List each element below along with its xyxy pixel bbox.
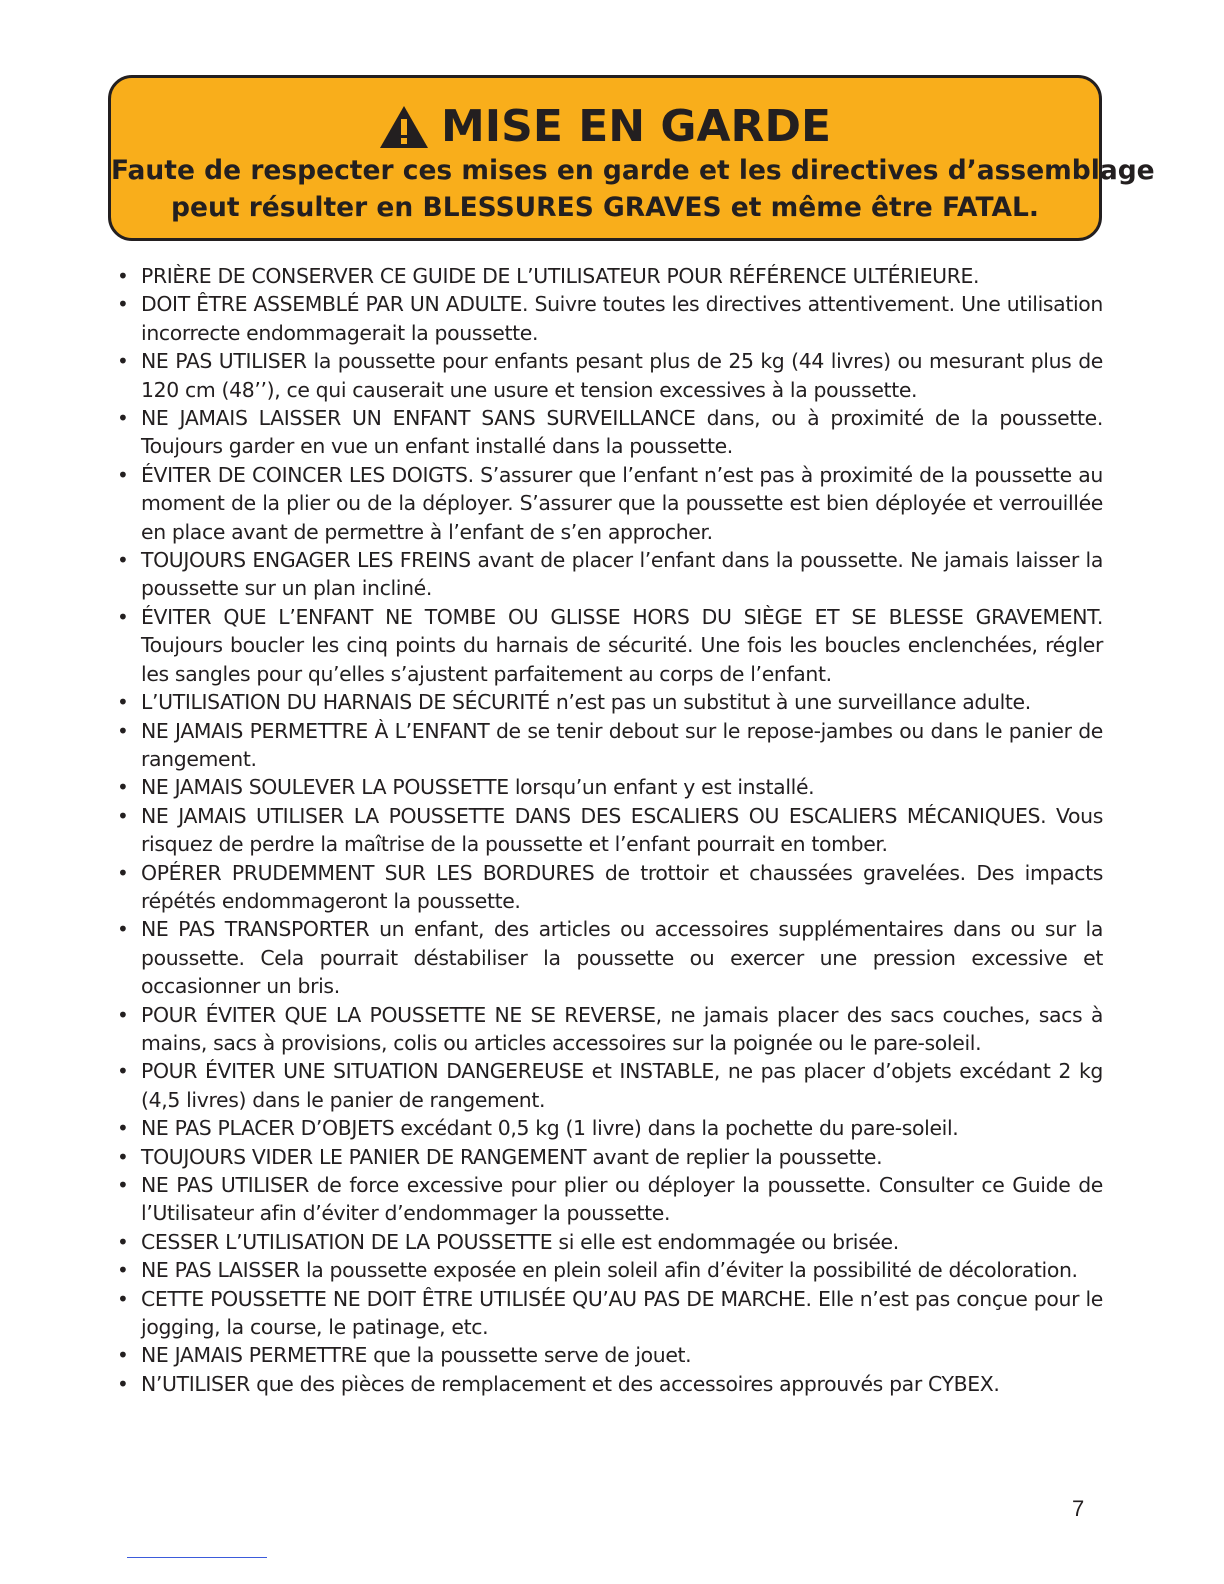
- bullet-icon: •: [117, 1002, 129, 1027]
- list-item: [117, 1143, 1103, 1171]
- bullet-icon: •: [117, 292, 129, 317]
- list-item: [117, 461, 1103, 546]
- list-item: [117, 404, 1103, 461]
- bullet-icon: •: [117, 1116, 129, 1141]
- warning-title: [111, 102, 1099, 152]
- list-item-text: NE JAMAIS UTILISER LA POUSSETTE DANS DES ESCALIERS OU ESCALIERS MÉCANIQUES. Vous risquez de perdre la maîtrise de la poussette et l’enfant pourrait en tomber.: [141, 803, 1103, 857]
- list-item: [117, 688, 1103, 716]
- list-item: [117, 262, 1103, 290]
- list-item-text: N’UTILISER que des pièces de remplacement et des accessoires approuvés par CYBEX.: [141, 1371, 1000, 1396]
- list-item: [117, 1228, 1103, 1256]
- list-item: [117, 859, 1103, 916]
- bullet-icon: •: [117, 1343, 129, 1368]
- bullet-icon: •: [117, 690, 129, 715]
- bullet-icon: •: [117, 1144, 129, 1169]
- warning-title-text: MISE EN GARDE: [440, 101, 832, 152]
- warning-subtitle-line2: peut résulter en BLESSURES GRAVES et même être FATAL.: [171, 192, 1039, 223]
- warning-subtitle-line1: Faute de respecter ces mises en garde et les directives d’assemblage: [111, 155, 1155, 186]
- warning-banner: [108, 75, 1155, 241]
- list-item: [117, 1057, 1103, 1114]
- list-item: [117, 773, 1103, 801]
- bullet-icon: •: [117, 1059, 129, 1084]
- list-item: [117, 546, 1103, 603]
- list-item: [117, 347, 1103, 404]
- list-item-text: NE JAMAIS LAISSER UN ENFANT SANS SURVEILLANCE dans, ou à proximité de la poussette. Toujours garder en vue un enfant installé dans la poussette.: [141, 406, 1103, 459]
- bullet-icon: •: [117, 349, 129, 374]
- list-item-text: PRIÈRE DE CONSERVER CE GUIDE DE L’UTILISATEUR POUR RÉFÉRENCE ULTÉRIEURE.: [141, 264, 980, 288]
- bullet-icon: •: [117, 1258, 129, 1283]
- list-item: [117, 1370, 1103, 1398]
- list-item: [117, 1001, 1103, 1058]
- bullet-icon: •: [117, 1371, 129, 1396]
- list-item-text: ÉVITER DE COINCER LES DOIGTS. S’assurer que l’enfant n’est pas à proximité de la poussette au moment de la plier ou de la déployer. S’assurer que la poussette est bien déployée et verrouillée en place avant de permettre à l’enfant de s’en approcher.: [141, 462, 1103, 544]
- list-item-text: NE JAMAIS PERMETTRE À L’ENFANT de se tenir debout sur le repose-jambes ou dans le panier de rangement.: [141, 718, 1103, 771]
- list-item: [117, 1114, 1103, 1142]
- list-item: [117, 1171, 1103, 1228]
- footer-divider: [127, 1557, 267, 1558]
- bullet-icon: •: [117, 406, 129, 431]
- bullet-icon: •: [117, 604, 129, 629]
- list-item-text: NE PAS PLACER D’OBJETS excédant 0,5 kg (1 livre) dans la pochette du pare-soleil.: [141, 1116, 959, 1141]
- bullet-icon: •: [117, 718, 129, 743]
- list-item: [117, 1341, 1103, 1369]
- list-item-text: L’UTILISATION DU HARNAIS DE SÉCURITÉ n’est pas un substitut à une surveillance adulte.: [141, 690, 1031, 715]
- list-item-text: OPÉRER PRUDEMMENT SUR LES BORDURES de trottoir et chaussées gravelées. Des impacts répétés endommageront la poussette.: [141, 860, 1103, 913]
- list-item-text: CETTE POUSSETTE NE DOIT ÊTRE UTILISÉE QU’AU PAS DE MARCHE. Elle n’est pas conçue pour le jogging, la course, le patinage, etc.: [141, 1286, 1103, 1340]
- bullet-icon: •: [117, 917, 129, 942]
- bullet-icon: •: [117, 1173, 129, 1197]
- bullet-icon: •: [117, 860, 129, 885]
- list-item-text: NE PAS LAISSER la poussette exposée en plein soleil afin d’éviter la possibilité de décoloration.: [141, 1258, 1078, 1283]
- list-item-text: NE PAS TRANSPORTER un enfant, des articles ou accessoires supplémentaires dans ou sur la poussette. Cela pourrait déstabiliser la poussette ou exercer une pression excessive et occasionner un bris.: [141, 917, 1103, 999]
- list-item-text: ÉVITER QUE L’ENFANT NE TOMBE OU GLISSE HORS DU SIÈGE ET SE BLESSE GRAVEMENT. Toujours boucler les cinq points du harnais de sécurité. Une fois les boucles enclenchées, régler les sangles pour qu’elles s’ajustent parfaitement au corps de l’enfant.: [141, 604, 1103, 686]
- list-item-text: CESSER L’UTILISATION DE LA POUSSETTE si elle est endommagée ou brisée.: [141, 1229, 899, 1254]
- bullet-icon: •: [117, 775, 129, 800]
- bullet-icon: •: [117, 1229, 129, 1254]
- bullet-icon: •: [117, 264, 129, 288]
- list-item-text: POUR ÉVITER UNE SITUATION DANGEREUSE et INSTABLE, ne pas placer d’objets excédant 2 kg (4,5 livres) dans le panier de rangement.: [141, 1059, 1103, 1112]
- bullet-icon: •: [117, 1286, 129, 1311]
- list-item-text: POUR ÉVITER QUE LA POUSSETTE NE SE REVERSE, ne jamais placer des sacs couches, sacs à mains, sacs à provisions, colis ou articles accessoires sur la poignée ou le pare-soleil.: [141, 1002, 1103, 1055]
- list-item-text: TOUJOURS ENGAGER LES FREINS avant de placer l’enfant dans la poussette. Ne jamais laisser la poussette sur un plan incliné.: [141, 548, 1103, 601]
- page-number: 7: [1072, 1496, 1085, 1521]
- list-item: [117, 603, 1103, 688]
- list-item: [117, 802, 1103, 859]
- list-item-text: NE JAMAIS PERMETTRE que la poussette serve de jouet.: [141, 1343, 692, 1368]
- list-item-text: NE PAS UTILISER la poussette pour enfants pesant plus de 25 kg (44 livres) ou mesurant plus de 120 cm (48’’), ce qui causerait une usure et tension excessives à la poussette.: [141, 349, 1103, 402]
- bullet-icon: •: [117, 548, 129, 573]
- list-item-text: DOIT ÊTRE ASSEMBLÉ PAR UN ADULTE. Suivre toutes les directives attentivement. Une utilisation incorrecte endommagerait la poussette.: [141, 292, 1103, 345]
- list-item-text: NE PAS UTILISER de force excessive pour plier ou déployer la poussette. Consulter ce Guide de l’Utilisateur afin d’éviter d’endommager la poussette.: [141, 1173, 1103, 1226]
- list-item-text: NE JAMAIS SOULEVER LA POUSSETTE lorsqu’un enfant y est installé.: [141, 775, 815, 800]
- warning-triangle-icon: [379, 105, 429, 149]
- list-item: [117, 1285, 1103, 1342]
- bullet-icon: •: [117, 462, 129, 487]
- list-item: [117, 717, 1103, 774]
- bullet-icon: •: [117, 803, 129, 828]
- list-item-text: TOUJOURS VIDER LE PANIER DE RANGEMENT avant de replier la poussette.: [141, 1144, 883, 1169]
- warning-list: [117, 262, 1103, 1398]
- list-item: [117, 290, 1103, 347]
- list-item: [117, 915, 1103, 1000]
- list-item: [117, 1256, 1103, 1284]
